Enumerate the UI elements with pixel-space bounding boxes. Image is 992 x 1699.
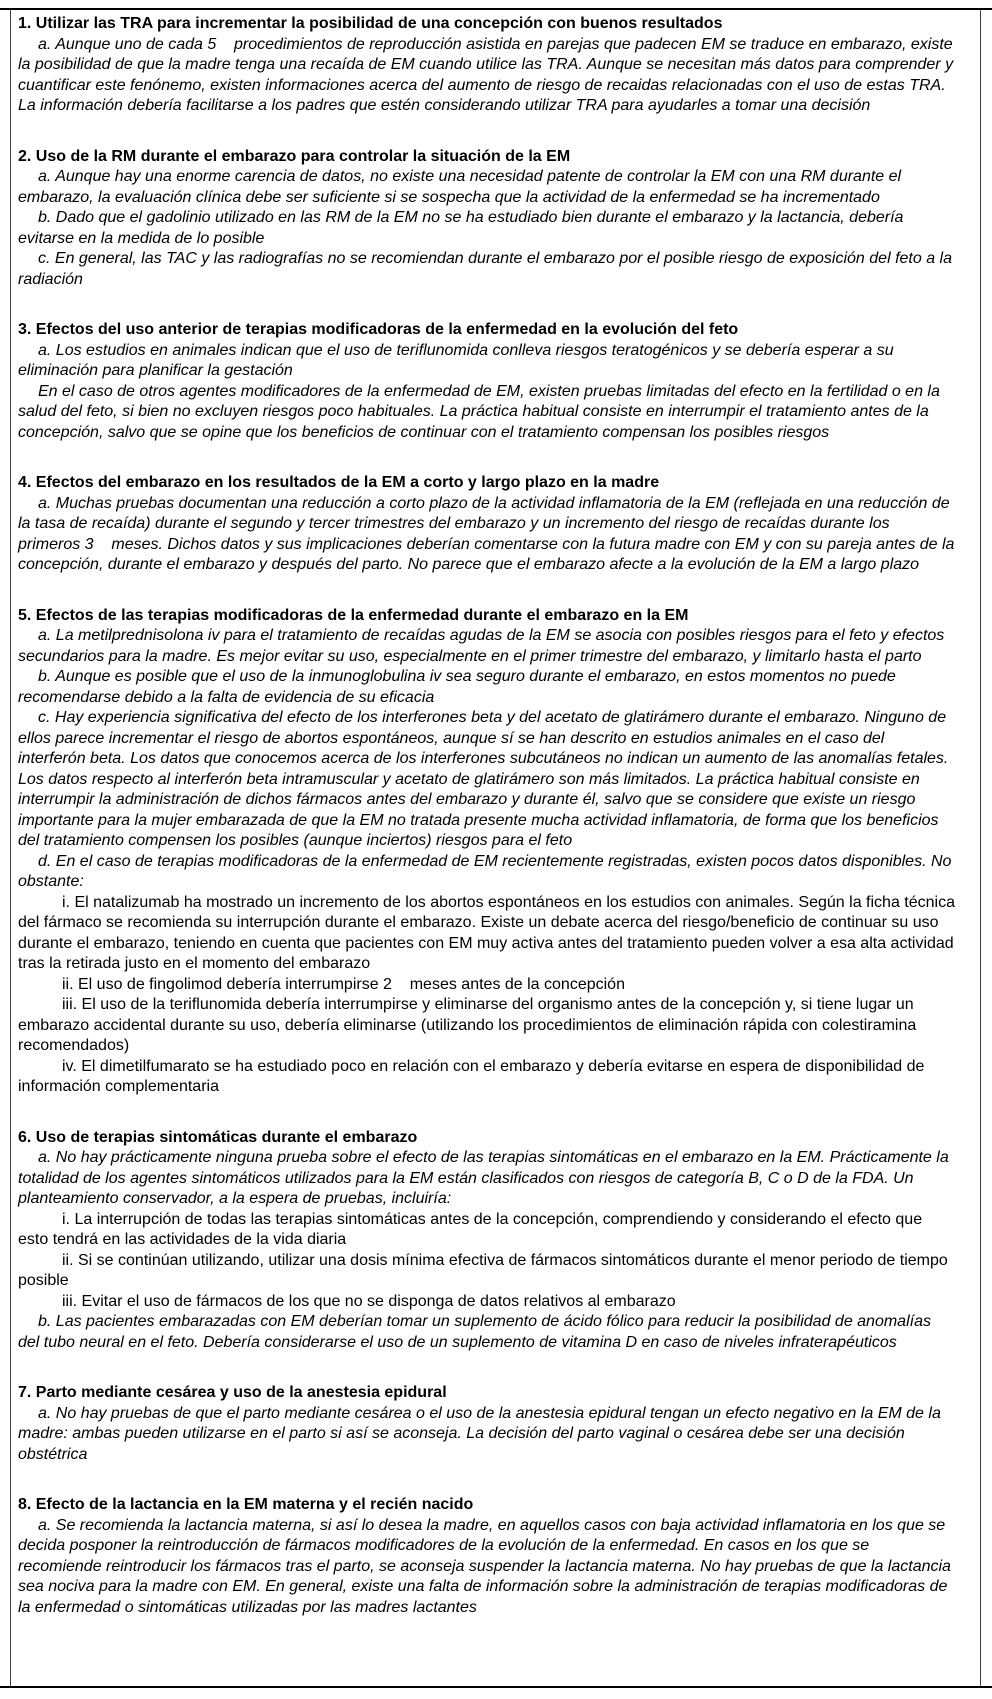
section-heading: 4. Efectos del embarazo en los resultados de la EM a corto y largo plazo en la madre — [18, 474, 660, 491]
paragraph: b. Las pacientes embarazadas con EM deberían tomar un suplemento de ácido fólico para reducir la posibilidad de anomalías del tubo neural en el feto. Debería considerarse el uso de un suplemento de vitamina D en caso de niveles infraterapéuticos — [18, 1313, 931, 1351]
section-heading: 8. Efecto de la lactancia en la EM materna y el recién nacido — [18, 1496, 474, 1513]
sub-item: i. El natalizumab ha mostrado un incremento de los abortos espontáneos en los estudios con animales. Según la ficha técnica del fármaco se recomienda su interrupción durante el embarazo. Existe un debate acerca del riesgo/beneficio de continuar su uso durante el embarazo, teniendo en cuenta que pacientes con EM muy activa antes del tratamiento pueden volver a esa alta actividad tras la retirada justo en el momento del embarazo — [18, 893, 955, 972]
paragraph: a. No hay pruebas de que el parto mediante cesárea o el uso de la anestesia epidural tengan un efecto negativo en la EM de la madre: ambas pueden utilizarse en el parto si así se aconseja. La decisión del parto vaginal o cesárea debe ser una decisión obstétrica — [18, 1404, 941, 1463]
section-heading: 3. Efectos del uso anterior de terapias modificadoras de la enfermedad en la evolución del feto — [18, 321, 739, 338]
section-4-efectos-embarazo — [18, 473, 956, 576]
paragraph: En el caso de otros agentes modificadores de la enfermedad de EM, existen pruebas limitadas del efecto en la fertilidad o en la salud del feto, si bien no excluyen riesgos poco habituales. La práctica habitual consiste en interrumpir el tratamiento antes de la concepción, salvo que se opine que los beneficios de continuar con el tratamiento compensan los posibles riesgos — [18, 382, 940, 441]
sub-item: ii. Si se continúan utilizando, utilizar una dosis mínima efectiva de fármacos sintomáticos durante el menor periodo de tiempo posible — [18, 1251, 948, 1289]
paragraph: a. Aunque uno de cada 5 procedimientos de reproducción asistida en parejas que padecen EM se traduce en embarazo, existe la posibilidad de que la madre tenga una recaída de EM cuando utilice las TRA. Aunque se necesitan más datos para comprender y cuantificar este fenónemo, existen informaciones acerca del aumento de riesgo de recaidas relacionadas con el uso de estas TRA. La información debería facilitarse a los padres que estén considerando utilizar TRA para ayudarles a tomar una decisión — [18, 35, 954, 114]
paragraph: a. No hay prácticamente ninguna prueba sobre el efecto de las terapias sintomáticas en el embarazo en la EM. Prácticamente la totalidad de los agentes sintomáticos utilizados para la EM están clasificados con riesgos de categoría B, C o D de la FDA. Un planteamiento conservador, a la espera de pruebas, incluiría: — [18, 1149, 949, 1207]
recommendations-box — [10, 10, 981, 1686]
paragraph: a. Los estudios en animales indican que el uso de teriflunomida conlleva riesgos teratogénicos y se debería esperar a su eliminación para planificar la gestación — [18, 341, 894, 379]
section-3-terapias-previas — [18, 320, 956, 443]
paragraph: b. Dado que el gadolinio utilizado en las RM de la EM no se ha estudiado bien durante el embarazo y la lactancia, debería evitarse en la medida de lo posible — [18, 209, 904, 247]
sub-item: i. La interrupción de todas las terapias sintomáticas antes de la concepción, comprendiendo y considerando el efecto que esto tendrá en las actividades de la vida diaria — [18, 1210, 923, 1248]
paragraph: a. Muchas pruebas documentan una reducción a corto plazo de la actividad inflamatoria de la EM (reflejada en una reducción de la tasa de recaída) durante el segundo y tercer trimestres del embarazo y un incremento del riesgo de recaídas durante los primeros 3 meses. Dichos datos y sus implicaciones deberían comentarse con la futura madre con EM y con su pareja antes de la concepción, durante el embarazo y después del parto. No parece que el embarazo afecte a la evolución de la EM a largo plazo — [18, 494, 955, 573]
sub-item: ii. El uso de fingolimod debería interrumpirse 2 meses antes de la concepción — [62, 975, 625, 993]
paragraph: a. Aunque hay una enorme carencia de datos, no existe una necesidad patente de controlar la EM con una RM durante el embarazo, la evaluación clínica debe ser suficiente si se sospecha que la actividad de la enfermedad se ha incrementado — [18, 168, 902, 206]
sub-item: iii. Evitar el uso de fármacos de los que no se disponga de datos relativos al embarazo — [62, 1292, 676, 1310]
section-heading: 6. Uso de terapias sintomáticas durante el embarazo — [18, 1128, 418, 1146]
section-heading: 1. Utilizar las TRA para incrementar la posibilidad de una concepción con buenos resultados — [18, 15, 723, 32]
bottom-rule — [0, 1686, 992, 1688]
section-heading: 7. Parto mediante cesárea y uso de la anestesia epidural — [18, 1384, 447, 1401]
sub-item: iv. El dimetilfumarato se ha estudiado poco en relación con el embarazo y debería evitarse en espera de disponibilidad de información complementaria — [18, 1057, 925, 1095]
section-5-terapias-durante-embarazo — [18, 606, 956, 1098]
section-heading: 5. Efectos de las terapias modificadoras de la enfermedad durante el embarazo en la EM — [18, 606, 689, 624]
section-8-lactancia — [18, 1495, 956, 1618]
section-2-rm — [18, 147, 956, 291]
section-1-tra — [18, 14, 956, 117]
sub-item: iii. El uso de la teriflunomida debería interrumpirse y eliminarse del organismo antes de la concepción y, si tiene lugar un embarazo accidental durante su uso, debería eliminarse (utilizando los procedimientos de eliminación rápida con colestiramina recomendados) — [18, 996, 917, 1054]
paragraph: a. Se recomienda la lactancia materna, si así lo desea la madre, en aquellos casos con baja actividad inflamatoria en los que se decida posponer la reintroducción de fármacos modificadores de la evolución de la enfermedad. En casos en los que se recomiende reintroducir los fármacos tras el parto, se aconseja suspender la lactancia materna. No hay pruebas de que la lactancia sea nociva para la madre con EM. En general, existe una falta de información sobre la administración de terapias modificadoras de la enfermedad o sintomáticas utilizadas por las madres lactantes — [18, 1516, 951, 1616]
paragraph: c. Hay experiencia significativa del efecto de los interferones beta y del acetato de glatirámero durante el embarazo. Ninguno de ellos parece incrementar el riesgo de abortos espontáneos, aunque sí se han descrito en estudios animales en el caso del interferón beta. Los datos que conocemos acerca de los interferones subcutáneos no indican un aumento de las anomalías fetales. Los datos respecto al interferón beta intramuscular y acetato de glatirámero son más limitados. La práctica habitual consiste en interrumpir la administración de dichos fármacos antes del embarazo y durante él, salvo que se considere que existe un riesgo importante para la mujer embarazada de que la EM no tratada presente mucha actividad inflamatoria, de forma que los beneficios del tratamiento compensen los posibles (aunque inciertos) riesgos para el feto — [18, 709, 949, 849]
section-heading: 2. Uso de la RM durante el embarazo para controlar la situación de la EM — [18, 147, 571, 165]
paragraph: c. En general, las TAC y las radiografías no se recomiendan durante el embarazo por el posible riesgo de exposición del feto a la radiación — [18, 250, 952, 288]
paragraph: a. La metilprednisolona iv para el tratamiento de recaídas agudas de la EM se asocia con posibles riesgos para el feto y efectos secundarios para la madre. Es mejor evitar su uso, especialmente en el primer trimestre del embarazo, y limitarlo hasta el parto — [18, 627, 945, 665]
section-6-terapias-sintomaticas — [18, 1128, 956, 1354]
paragraph: d. En el caso de terapias modificadoras de la enfermedad de EM recientemente registradas, existen pocos datos disponibles. No obstante: — [18, 852, 952, 890]
paragraph: b. Aunque es posible que el uso de la inmunoglobulina iv sea seguro durante el embarazo, en estos momentos no puede recomendarse debido a la falta de evidencia de su eficacia — [18, 668, 896, 706]
section-7-parto-cesarea — [18, 1383, 956, 1465]
